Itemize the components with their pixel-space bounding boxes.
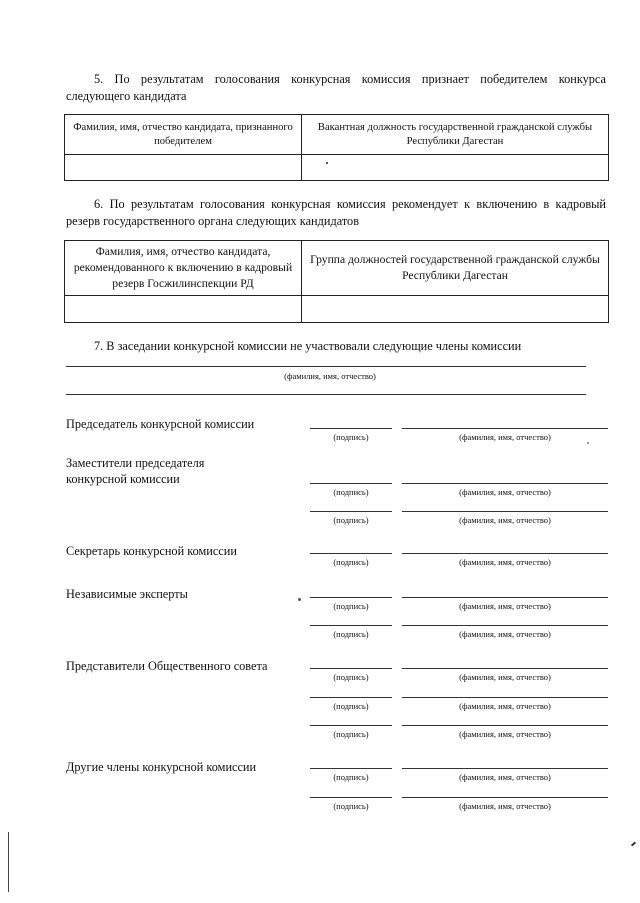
secretary-signature-caption: (подпись) [333,557,369,567]
council-2-signature-caption: (подпись) [333,701,369,711]
council-3-name-caption: (фамилия, имя, отчество) [459,729,551,739]
absent-members-caption: (фамилия, имя, отчество) [284,371,376,381]
chairman-signature-caption: (подпись) [333,432,369,442]
deputies-label-line2: конкурсной комиссии [66,472,180,486]
expert-2-signature-line [310,625,392,626]
other-1-name-caption: (фамилия, имя, отчество) [459,772,551,782]
expert-1-name-line [402,597,608,598]
section-7-text: 7. В заседании конкурсной комиссии не участвовали следующие члены комиссии [94,339,522,353]
chairman-label: Председатель конкурсной комиссии [66,417,255,431]
deputy-2-name-line [402,511,608,512]
expert-2-name-caption: (фамилия, имя, отчество) [459,629,551,639]
secretary-label: Секретарь конкурсной комиссии [66,544,237,558]
winner-table-cell-name [65,155,302,181]
council-1-signature-line [310,668,392,669]
expert-1-name-caption: (фамилия, имя, отчество) [459,601,551,611]
reserve-table-cell-group [302,296,609,323]
council-2-name-caption: (фамилия, имя, отчество) [459,701,551,711]
council-3-name-line [402,725,608,726]
reserve-table [64,240,609,323]
expert-2-name-line [402,625,608,626]
secretary-name-line [402,553,608,554]
scan-dot [298,598,301,601]
section-5-text: 5. По результатам голосования конкурсная комиссия признает победителем конкурса следующего кандидата [66,72,606,103]
scan-corner-mark [631,842,636,847]
reserve-table-header-group: Группа должностей государственной гражданской службы Республики Дагестан [302,241,609,296]
winner-table-cell-position [302,155,609,181]
secretary-name-caption: (фамилия, имя, отчество) [459,557,551,567]
other-1-signature-line [310,768,392,769]
other-1-signature-caption: (подпись) [333,772,369,782]
winner-table-header-position: Вакантная должность государственной гражданской службы Республики Дагестан [302,115,609,155]
other-1-name-line [402,768,608,769]
other-2-signature-caption: (подпись) [333,801,369,811]
deputy-2-name-caption: (фамилия, имя, отчество) [459,515,551,525]
deputy-1-signature-line [310,483,392,484]
chairman-name-caption: (фамилия, имя, отчество) [459,432,551,442]
other-members-label: Другие члены конкурсной комиссии [66,760,257,774]
other-2-signature-line [310,797,392,798]
scan-edge-mark [8,832,9,892]
expert-1-signature-caption: (подпись) [333,601,369,611]
other-2-name-caption: (фамилия, имя, отчество) [459,801,551,811]
chairman-signature-line [310,428,392,429]
council-1-name-line [402,668,608,669]
scan-speck-2 [587,442,589,444]
reserve-table-cell-name [65,296,302,323]
council-3-signature-caption: (подпись) [333,729,369,739]
expert-2-signature-caption: (подпись) [333,629,369,639]
winner-table [64,114,609,181]
section-6-text: 6. По результатам голосования конкурсная комиссия рекомендует к включению в кадровый резерв государственного органа следующих кандидатов [66,197,606,228]
council-1-signature-caption: (подпись) [333,672,369,682]
other-2-name-line [402,797,608,798]
chairman-name-line [402,428,608,429]
winner-table-header-name: Фамилия, имя, отчество кандидата, признанного победителем [65,115,302,155]
council-1-name-caption: (фамилия, имя, отчество) [459,672,551,682]
deputy-2-signature-line [310,511,392,512]
deputy-1-signature-caption: (подпись) [333,487,369,497]
deputies-label-line1: Заместители председателя [66,456,205,470]
council-3-signature-line [310,725,392,726]
experts-label: Независимые эксперты [66,587,188,601]
expert-1-signature-line [310,597,392,598]
public-council-label: Представители Общественного совета [66,659,268,673]
deputy-1-name-caption: (фамилия, имя, отчество) [459,487,551,497]
council-2-signature-line [310,697,392,698]
secretary-signature-line [310,553,392,554]
reserve-table-header-name: Фамилия, имя, отчество кандидата, рекомендованного к включению в кадровый резерв Госжилинспекции РД [65,241,302,296]
deputy-1-name-line [402,483,608,484]
council-2-name-line [402,697,608,698]
absent-members-line [66,366,586,367]
scan-speck [326,162,328,164]
absent-members-line-2 [66,394,586,395]
deputy-2-signature-caption: (подпись) [333,515,369,525]
